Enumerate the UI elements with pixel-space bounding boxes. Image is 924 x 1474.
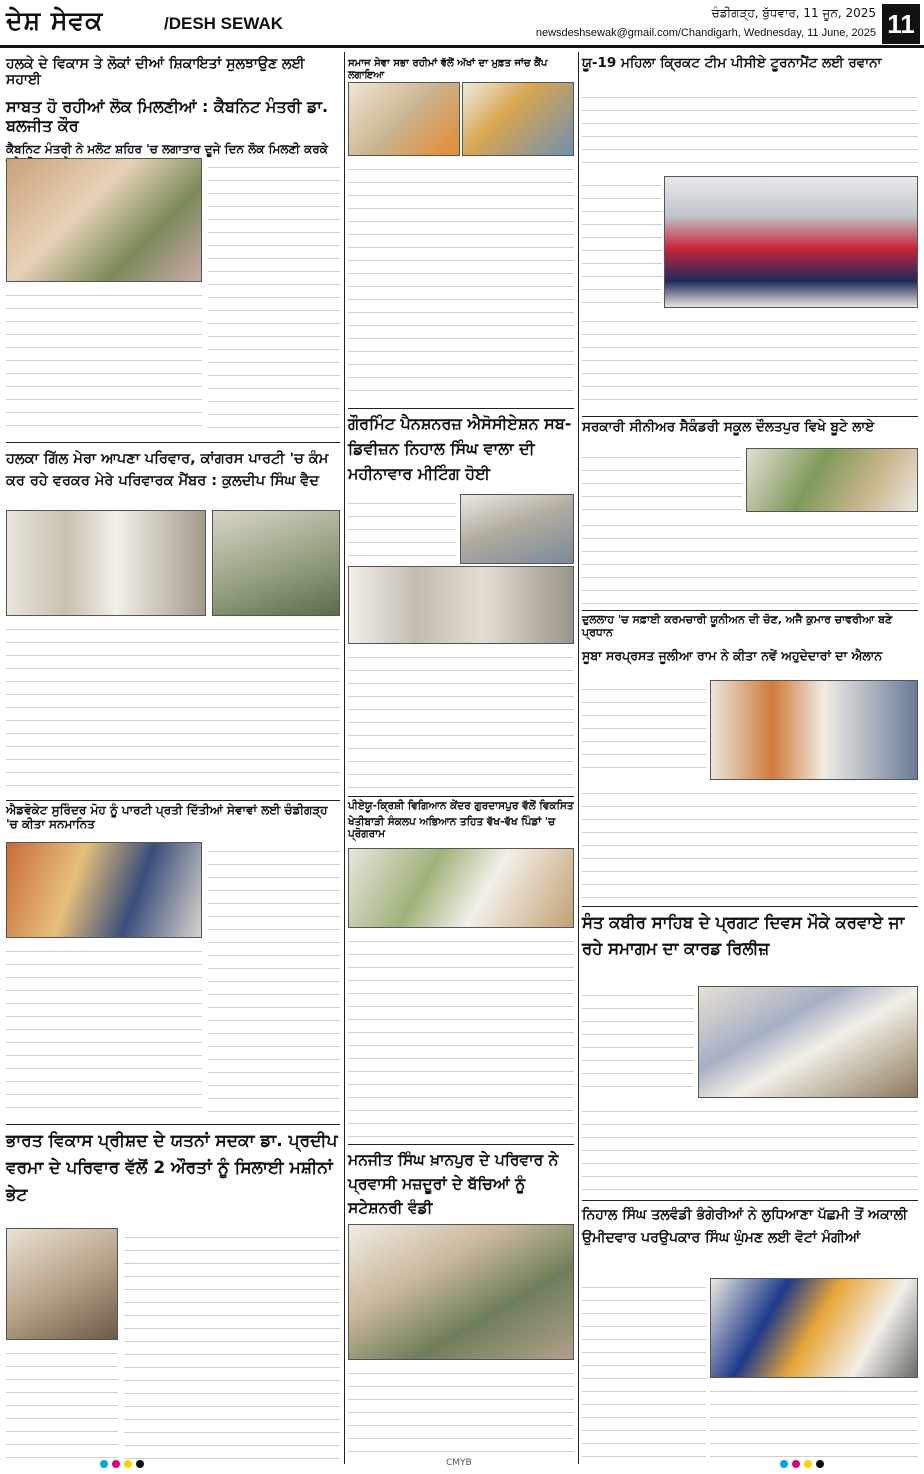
article-body bbox=[582, 680, 706, 780]
article-body bbox=[582, 176, 662, 308]
article-headline: ਖੇਤੀਬਾੜੀ ਸੰਕਲਪ ਅਭਿਆਨ ਤਹਿਤ ਵੱਖ-ਵੱਖ ਪਿੰਡਾਂ 'ਚ ਪ੍ਰੋਗਰਾਮ bbox=[348, 816, 556, 841]
article-body bbox=[6, 942, 202, 1120]
dateline-english: newsdeshsewak@gmail.com/Chandigarh, Wednesday, 11 June, 2025 bbox=[535, 27, 876, 39]
article-body bbox=[208, 842, 340, 1120]
photo-eye-camp-2 bbox=[462, 82, 574, 156]
article-body bbox=[710, 1382, 918, 1462]
article-body bbox=[582, 516, 918, 606]
photo-school-plantation bbox=[746, 448, 918, 512]
article-malout-lok-milni bbox=[6, 56, 340, 156]
article-headline: ਸੰਤ ਕਬੀਰ ਸਾਹਿਬ ਦੇ ਪ੍ਰਗਟ ਦਿਵਸ ਮੌਕੇ ਕਰਵਾਏ ਜਾ ਰਹੇ ਸਮਾਗਮ ਦਾ ਕਾਰਡ ਰਿਲੀਜ਼ bbox=[582, 913, 905, 959]
newspaper-logo: ਦੇਸ਼ ਸੇਵਕ bbox=[6, 6, 104, 35]
page-number: 11 bbox=[882, 4, 920, 44]
article-body bbox=[6, 1344, 118, 1462]
article-surinder-moh bbox=[6, 804, 340, 842]
article-body bbox=[124, 1228, 340, 1462]
article-body bbox=[6, 286, 202, 438]
article-subhead: ਸੂਬਾ ਸਰਪ੍ਰਸਤ ਜੂਲੀਆ ਰਾਮ ਨੇ ਕੀਤਾ ਨਵੇਂ ਅਹੁਦੇਦਾਰਾਂ ਦਾ ਐਲਾਨ bbox=[582, 648, 883, 664]
article-body bbox=[582, 312, 918, 414]
newspaper-name-en: /DESH SEWAK bbox=[164, 14, 284, 33]
photo-pensioners-meeting bbox=[460, 494, 574, 564]
article-eye-camp bbox=[348, 58, 574, 80]
photo-card-release bbox=[698, 986, 918, 1098]
article-headline: ਮਨਜੀਤ ਸਿੰਘ ਖ਼ਾਨਪੁਰ ਦੇ ਪਰਿਵਾਰ ਨੇ ਪ੍ਰਵਾਸੀ ਮਜ਼ਦੂਰਾਂ ਦੇ ਬੱਚਿਆਂ ਨੂੰ ਸਟੇਸ਼ਨਰੀ ਵੰਡੀ bbox=[348, 1151, 559, 1218]
article-u19-cricket bbox=[582, 56, 918, 84]
photo-farmers-camp bbox=[348, 848, 574, 928]
article-body bbox=[348, 648, 574, 792]
photo-cricket-team bbox=[664, 176, 918, 308]
article-sant-kabir bbox=[582, 910, 918, 982]
photo-workers-group bbox=[212, 510, 340, 616]
article-body bbox=[348, 160, 574, 404]
article-kicker: ਪੀਏਯੂ-ਕ੍ਰਿਸ਼ੀ ਵਿਗਿਆਨ ਕੇਂਦਰ ਗੁਰਦਾਸਪੁਰ ਵੱਲੋਂ ਵਿਕਸਿਤ bbox=[348, 800, 574, 812]
article-stationery bbox=[348, 1148, 574, 1220]
article-headline: ਦੁਲਲਾਹ 'ਚ ਸਫ਼ਾਈ ਕਰਮਚਾਰੀ ਯੂਨੀਅਨ ਦੀ ਚੋਣ, ਅਜੈ ਕੁਮਾਰ ਚਾਵਰੀਆ ਬਣੇ ਪ੍ਰਧਾਨ bbox=[582, 613, 893, 639]
section-rule bbox=[348, 796, 574, 797]
photo-children-stationery bbox=[348, 1224, 574, 1360]
photo-congress-workers bbox=[6, 510, 206, 616]
article-headline: ਸਮਾਜ ਸੇਵਾ ਸਭਾ ਰਹੀਮਾਂ ਵੱਲੋਂ ਅੱਖਾਂ ਦਾ ਮੁਫ਼ਤ ਜਾਂਚ ਕੈਂਪ ਲਗਾਇਆ bbox=[348, 58, 548, 81]
section-rule bbox=[582, 610, 918, 611]
photo-felicitation bbox=[6, 842, 202, 938]
article-kicker: ਹਲਕੇ ਦੇ ਵਿਕਾਸ ਤੇ ਲੋਕਾਂ ਦੀਆਂ ਸ਼ਿਕਾਇਤਾਂ ਸੁਲਝਾਉਣ ਲਈ ਸਹਾਈ bbox=[6, 56, 305, 89]
section-rule bbox=[6, 442, 340, 443]
article-body bbox=[348, 494, 456, 564]
article-body bbox=[348, 1364, 574, 1462]
column-rule bbox=[578, 52, 579, 1464]
article-headline: ਐਡਵੋਕੇਟ ਸੁਰਿੰਦਰ ਮੋਹ ਨੂੰ ਪਾਰਟੀ ਪ੍ਰਤੀ ਦਿੱਤੀਆਂ ਸੇਵਾਵਾਂ ਲਈ ਚੰਡੀਗੜ੍ਹ 'ਚ ਕੀਤਾ ਸਨਮਾਨਿਤ bbox=[6, 803, 328, 831]
section-rule bbox=[582, 416, 918, 417]
column-rule bbox=[344, 52, 345, 1464]
article-body bbox=[208, 158, 340, 438]
article-body bbox=[582, 986, 694, 1098]
section-rule bbox=[6, 1124, 340, 1125]
article-body bbox=[582, 88, 918, 172]
article-headline: ਭਾਰਤ ਵਿਕਾਸ ਪ੍ਰੀਸ਼ਦ ਦੇ ਯਤਨਾਂ ਸਦਕਾ ਡਾ. ਪ੍ਰਦੀਪ ਵਰਮਾ ਦੇ ਪਰਿਵਾਰ ਵੱਲੋਂ 2 ਔਰਤਾਂ ਨੂੰ ਸਿਲਾਈ ਮਸ਼ੀਨਾਂ ਭੇਟ bbox=[6, 1131, 338, 1206]
section-rule bbox=[6, 800, 340, 801]
photo-pensioners-hall bbox=[348, 566, 574, 644]
section-rule bbox=[582, 1200, 918, 1201]
article-tree-plantation bbox=[582, 420, 918, 444]
article-safai-union bbox=[582, 614, 918, 676]
article-body bbox=[582, 1102, 918, 1198]
photo-eye-camp-1 bbox=[348, 82, 460, 156]
photo-union-election bbox=[710, 680, 918, 780]
section-rule bbox=[348, 408, 574, 409]
article-headline: ਯੂ-19 ਮਹਿਲਾ ਕ੍ਰਿਕਟ ਟੀਮ ਪੀਸੀਏ ਟੂਰਨਾਮੈਂਟ ਲਈ ਰਵਾਨਾ bbox=[582, 55, 882, 71]
dateline-punjabi: ਚੰਡੀਗੜ੍ਹ, ਬੁੱਧਵਾਰ, 11 ਜੂਨ, 2025 bbox=[711, 6, 876, 20]
article-kuldeep-vaid bbox=[6, 448, 340, 504]
section-rule bbox=[582, 906, 918, 907]
article-body bbox=[582, 784, 918, 904]
article-sewing-machines bbox=[6, 1128, 340, 1224]
article-headline: ਨਿਹਾਲ ਸਿੰਘ ਤਲਵੰਡੀ ਭੰਗੇਰੀਆਂ ਨੇ ਲੁਧਿਆਣਾ ਪੱਛਮੀ ਤੋਂ ਅਕਾਲੀ ਉਮੀਦਵਾਰ ਪਰਉਪਕਾਰ ਸਿੰਘ ਘੁੰਮਣ ਲਈ ਵੋਟਾਂ ਮੰਗੀਆਂ bbox=[582, 1207, 908, 1247]
article-headline: ਸਾਬਤ ਹੋ ਰਹੀਆਂ ਲੋਕ ਮਿਲਣੀਆਂ : ਕੈਬਨਿਟ ਮੰਤਰੀ ਡਾ. ਬਲਜੀਤ ਕੌਰ bbox=[6, 97, 329, 135]
article-pensioners bbox=[348, 412, 574, 490]
photo-sewing-machine-donation bbox=[6, 1228, 118, 1340]
section-rule bbox=[348, 1144, 574, 1145]
article-body bbox=[582, 1278, 706, 1462]
print-registration-marks bbox=[0, 1460, 924, 1470]
article-body bbox=[6, 620, 340, 798]
article-subhead: ਕੈਬਨਿਟ ਮੰਤਰੀ ਨੇ ਮਲੋਟ ਸ਼ਹਿਰ 'ਚ ਲਗਾਤਾਰ ਦੂਜੇ ਦਿਨ ਲੋਕ ਮਿਲਣੀ ਕਰਕੇ bbox=[6, 141, 328, 156]
article-body bbox=[348, 932, 574, 1140]
article-akali-candidate bbox=[582, 1204, 918, 1274]
printer-mark: CMYB bbox=[446, 1458, 472, 1468]
article-krishi-vigyan bbox=[348, 800, 574, 846]
photo-minister-meeting bbox=[6, 158, 202, 282]
article-headline: ਸਰਕਾਰੀ ਸੀਨੀਅਰ ਸੈਕੰਡਰੀ ਸਕੂਲ ਦੌਲਤਪੁਰ ਵਿਖੇ ਬੂਟੇ ਲਾਏ bbox=[582, 419, 875, 435]
masthead bbox=[0, 0, 924, 48]
photo-campaign bbox=[710, 1278, 918, 1378]
article-headline: ਹਲਕਾ ਗਿੱਲ ਮੇਰਾ ਆਪਣਾ ਪਰਿਵਾਰ, ਕਾਂਗਰਸ ਪਾਰਟੀ 'ਚ ਕੰਮ ਕਰ ਰਹੇ ਵਰਕਰ ਮੇਰੇ ਪਰਿਵਾਰਕ ਮੈਂਬਰ : ਕੁਲਦੀਪ ਸਿੰਘ ਵੈਦ bbox=[6, 451, 329, 490]
article-headline: ਗੌਰਮਿੰਟ ਪੈਨਸ਼ਨਰਜ਼ ਐਸੋਸੀਏਸ਼ਨ ਸਬ-ਡਿਵੀਜ਼ਨ ਨਿਹਾਲ ਸਿੰਘ ਵਾਲਾ ਦੀ ਮਹੀਨਾਵਾਰ ਮੀਟਿੰਗ ਹੋਈ bbox=[348, 414, 572, 483]
